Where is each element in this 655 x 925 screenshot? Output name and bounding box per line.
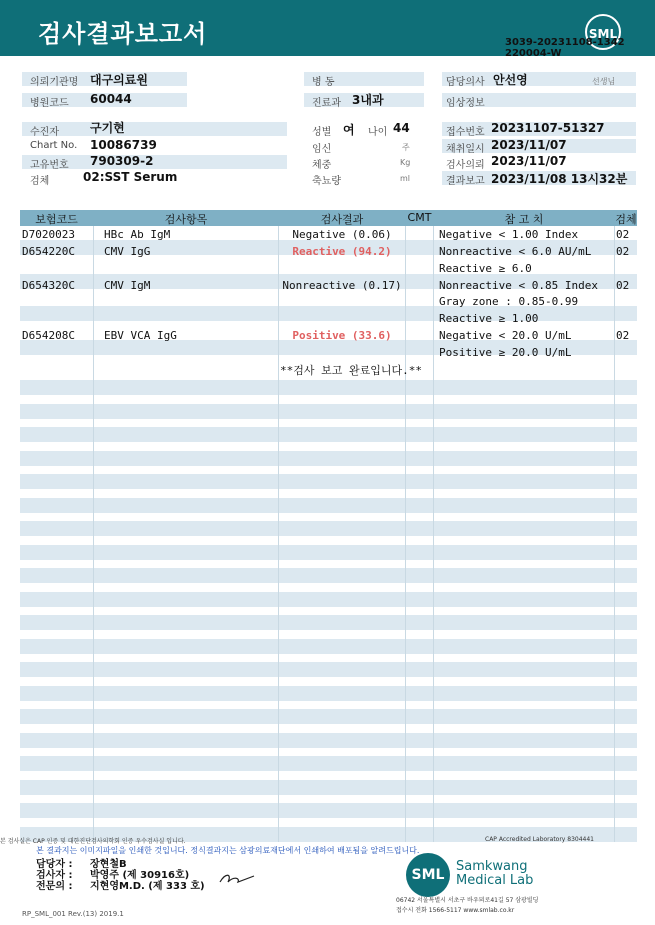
row3-item: CMV IgM [104, 279, 151, 292]
row2-ref2: Reactive ≥ 6.0 [439, 262, 532, 275]
sml-footer-logo-icon: SML [406, 853, 450, 897]
weight-label: 체중 [312, 160, 332, 171]
report-complete-text: **검사 보고 완료입니다.** [280, 364, 422, 377]
sml-logo-icon: SML [585, 14, 621, 50]
sex-label: 성별 [312, 127, 332, 138]
table-stripe [20, 568, 637, 583]
table-stripe [20, 592, 637, 607]
cert-note: 본 검사실은 CAP 인증 및 대한진단검사의학회 인증 우수검사실 입니다. [0, 838, 186, 845]
table-stripe [20, 686, 637, 701]
table-stripe [20, 474, 637, 489]
row3-result: Nonreactive (0.17) [282, 279, 402, 292]
request-value: 2023/11/07 [491, 154, 567, 168]
report-value: 2023/11/08 13시32분 [491, 172, 628, 186]
address: 06742 서울특별시 서초구 바우뫼로41길 57 삼광빌딩 [396, 897, 539, 904]
header-reference: 참 고 치 [504, 213, 544, 226]
table-stripe [20, 662, 637, 677]
row4-result: Positive (33.6) [292, 329, 392, 342]
collect-value: 2023/11/07 [491, 138, 567, 152]
revision: RP_SML_001 Rev.(13) 2019.1 [22, 910, 124, 918]
row3-ref2: Gray zone : 0.85-0.99 [439, 295, 579, 308]
clinical-label: 임상정보 [446, 98, 485, 109]
table-stripe [20, 306, 637, 321]
table-stripe [20, 639, 637, 654]
receipt-label: 접수번호 [446, 127, 485, 138]
chart-value: 10086739 [90, 138, 157, 152]
table-stripe [20, 709, 637, 724]
col-divider [93, 210, 94, 842]
table-stripe [20, 380, 637, 395]
specimen-value: 02:SST Serum [83, 170, 178, 184]
request-label: 검사의뢰 [446, 160, 485, 171]
patient-value: 구기현 [90, 121, 125, 135]
row3-code: D654320C [22, 279, 75, 292]
hospital-code-value: 60044 [90, 92, 132, 106]
urine-unit: ml [400, 174, 411, 183]
row2-item: CMV IgG [104, 245, 151, 258]
col-divider [614, 210, 615, 842]
manager-label: 담당자 : [36, 859, 73, 870]
table-stripe [20, 615, 637, 630]
doctor-suffix: 선생님 [592, 77, 616, 86]
image-note: 본 결과지는 이미지파일을 인쇄한 것입니다. 정식결과지는 삼광의료재단에서 인쇄하여 배포됨을 알려드립니다. [36, 846, 420, 855]
doctor-label: 담당의사 [446, 77, 485, 88]
header-cmt: CMT [407, 211, 432, 224]
col-divider [405, 210, 406, 842]
manager-value: 장현철B [90, 859, 127, 870]
institution-label: 의뢰기관명 [30, 77, 79, 88]
row1-specimen: 02 [616, 228, 630, 241]
id-value: 790309-2 [90, 154, 154, 168]
report-label: 결과보고 [446, 176, 485, 187]
age-label: 나이 [368, 127, 388, 138]
collect-label: 채취일시 [446, 144, 485, 155]
table-stripe [20, 404, 637, 419]
table-stripe [20, 733, 637, 748]
col-divider [278, 210, 279, 842]
chart-label: Chart No. [30, 140, 78, 151]
row1-item: HBc Ab IgM [104, 228, 171, 241]
table-stripe [20, 545, 637, 560]
brand-line1: Samkwang [456, 859, 528, 874]
table-stripe [20, 427, 637, 442]
pregnancy-label: 임신 [312, 144, 332, 155]
table-stripe [20, 521, 637, 536]
dept-label: 진료과 [312, 98, 341, 109]
doctor-value: 안선영 [493, 73, 528, 87]
receipt-value: 20231107-51327 [491, 121, 605, 135]
urine-label: 축뇨량 [312, 176, 341, 187]
brand-line2: Medical Lab [456, 873, 534, 888]
institution-value: 대구의료원 [90, 73, 148, 87]
row4-item: EBV VCA IgG [104, 329, 177, 342]
pregnancy-unit: 주 [402, 143, 410, 152]
specimen-label: 검체 [30, 176, 50, 187]
specialist-value: 지현영M.D. (제 333 호) [90, 881, 205, 892]
table-stripe [20, 498, 637, 513]
report-id-line1: 3039-20231108-1342 [505, 37, 625, 48]
row4-ref1: Negative < 20.0 U/mL [439, 329, 572, 342]
report-id-line2: 220004-W [505, 48, 562, 59]
cap-note: CAP Accredited Laboratory 8304441 [485, 836, 594, 843]
weight-unit: Kg [400, 158, 411, 167]
row3-ref1: Nonreactive < 0.85 Index [439, 279, 598, 292]
hospital-code-label: 병원코드 [30, 98, 69, 109]
row1-ref1: Negative < 1.00 Index [439, 228, 579, 241]
row2-ref1: Nonreactive < 6.0 AU/mL [439, 245, 592, 258]
col-divider [433, 210, 434, 842]
table-stripe [20, 803, 637, 818]
row2-specimen: 02 [616, 245, 630, 258]
row1-result: Negative (0.06) [292, 228, 392, 241]
patient-row [22, 122, 287, 136]
header-result: 검사결과 [320, 213, 364, 226]
table-stripe [20, 780, 637, 795]
patient-label: 수진자 [30, 127, 59, 138]
header-code: 보험코드 [35, 213, 78, 226]
table-stripe [20, 756, 637, 771]
ward-label: 병 동 [312, 77, 335, 88]
row3-ref3: Reactive ≥ 1.00 [439, 312, 539, 325]
row4-specimen: 02 [616, 329, 630, 342]
id-label: 고유번호 [30, 160, 69, 171]
row2-code: D654220C [22, 245, 75, 258]
row2-result: Reactive (94.2) [292, 245, 392, 258]
examiner-value: 박영주 (제 30916호) [90, 870, 190, 881]
dept-value: 3내과 [352, 93, 384, 107]
header-specimen: 검체 [615, 213, 637, 226]
row1-code: D7020023 [22, 228, 75, 241]
age-value: 44 [393, 121, 410, 135]
row4-code: D654208C [22, 329, 75, 342]
report-title: 검사결과보고서 [38, 20, 208, 48]
specialist-label: 전문의 : [36, 881, 73, 892]
table-stripe [20, 451, 637, 466]
signature-icon [218, 870, 258, 886]
row4-ref2: Positive ≥ 20.0 U/mL [439, 346, 572, 359]
examiner-label: 검사자 : [36, 870, 73, 881]
phone: 접수시 전화 1566-5117 www.smlab.co.kr [396, 907, 515, 914]
sex-value: 여 [343, 123, 355, 137]
header-item: 검사항목 [164, 213, 208, 226]
row3-specimen: 02 [616, 279, 630, 292]
